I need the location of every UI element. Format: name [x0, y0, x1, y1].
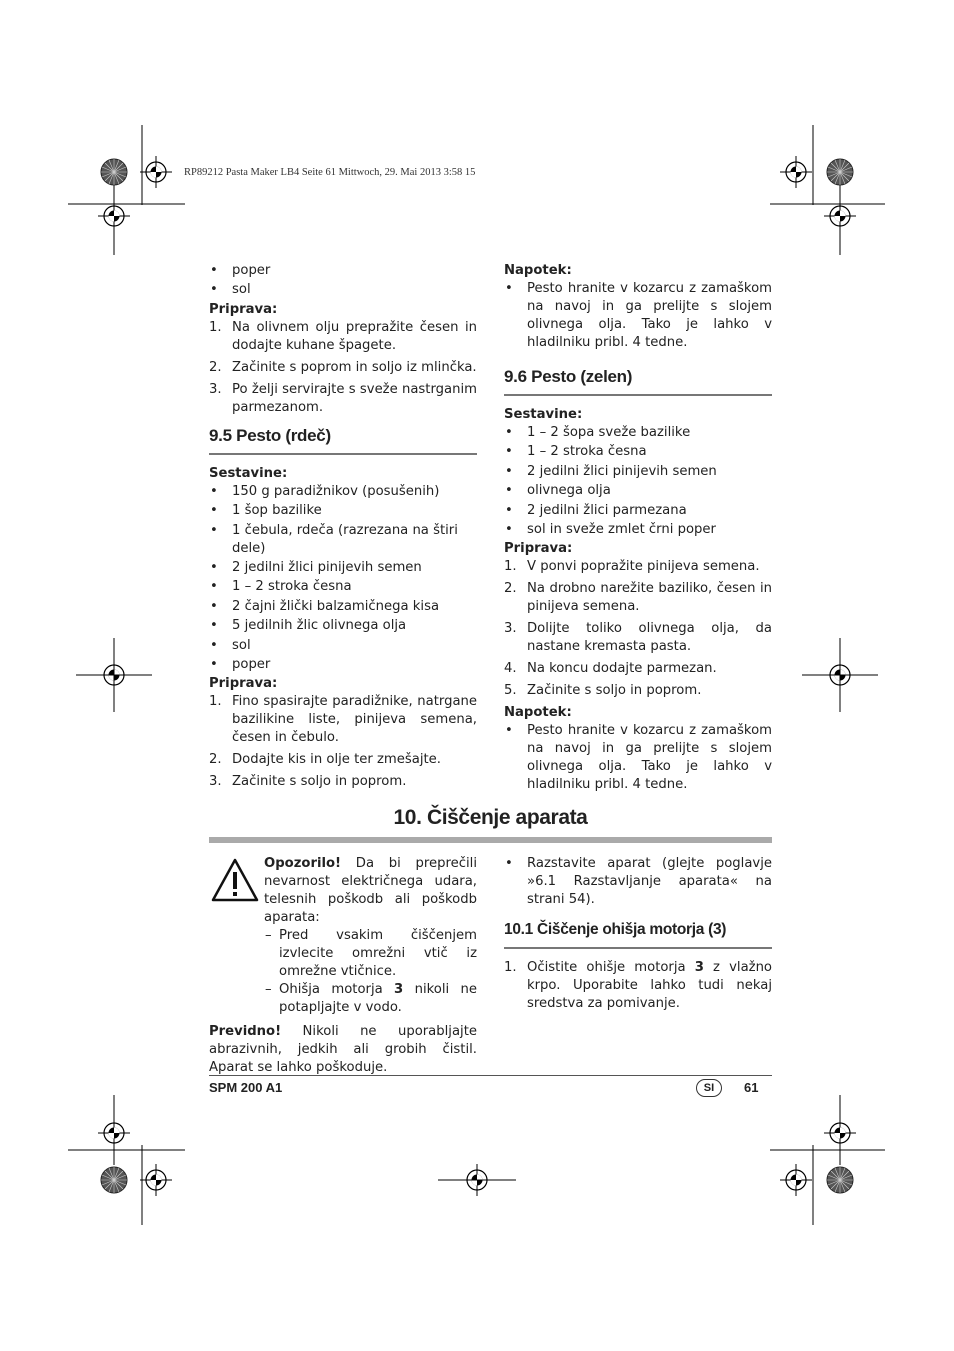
section-title: 10. Čiščenje aparata [393, 806, 588, 829]
list-item: 2. Začinite s poprom in soljo iz mlinčka. [209, 359, 477, 375]
list-item: 3. Začinite s soljo in poprom. [209, 774, 407, 790]
list-item: • 5 jedilnih žlic olivnega olja [209, 617, 477, 635]
language-badge: SI [696, 1079, 722, 1097]
footer-model: SPM 200 A1 [209, 1080, 283, 1095]
list-item: • Pesto hranite v kozarcu z zamaškom na navoj in ga prelijte s slojem olivnega olja. Tako je lahko v hladilniku pribl. 4 tedne. [504, 722, 772, 794]
priprava-label: Priprava: [504, 541, 573, 557]
list-item: – Pred vsakim čiščenjem izvlecite omrežni vtič iz omrežne vtičnice. [265, 927, 477, 981]
warning-list [209, 927, 477, 1017]
list-item: • sol [209, 637, 477, 655]
list-item: • 1 – 2 stroka česna [209, 578, 477, 596]
right-column [504, 262, 772, 796]
list-item: 2. Na drobno narežite baziliko, česen in pinijeva semena. [504, 581, 772, 615]
list-item: 3. Dolijte toliko olivnega olja, da nastane kremasta pasta. [504, 621, 772, 655]
priprava-label: Priprava: [209, 301, 278, 317]
list-item: • 2 jedilni žlici pinijevih semen [209, 559, 477, 577]
list-item: • poper [209, 656, 477, 674]
napotek-label: Napotek: [504, 705, 572, 721]
list-item: – Ohišja motorja 3 nikoli ne potapljajte v vodo. [265, 981, 477, 1017]
list-item: 1. Očistite ohišje motorja 3 z vlažno krpo. Uporabite lahko tudi nekaj sredstva za pomivanje. [504, 960, 772, 1011]
ciscenje-steps [504, 959, 772, 1013]
list-item: • 150 g paradižnikov (posušenih) [209, 483, 477, 501]
list-item: 1. V ponvi popražite pinijeva semena. [504, 559, 760, 575]
warning-paragraph: Opozorilo! Da bi preprečili nevarnost električnega udara, telesnih poškodb ali poškodb aparata: [264, 856, 477, 925]
priprava-steps [209, 319, 477, 417]
list-item: 1. Na olivnem olju prepražite česen in dodajte kuhane špagete. [209, 319, 477, 353]
list-item: 3. Po želji servirajte s sveže nastrganim parmezanom. [209, 381, 477, 415]
list-item: 2. Dodajte kis in olje ter zmešajte. [209, 752, 441, 768]
caution-paragraph: Previdno! Nikoli ne uporabljajte abrazivnih, jedkih ali grobih čistil. Aparat se lahko poškoduje. [209, 1024, 477, 1075]
list-item: • poper [209, 262, 477, 280]
list-item: 4. Na koncu dodajte parmezan. [504, 661, 717, 677]
heading-ciscenje-ohisja: 10.1 Čiščenje ohišja motorja (3) [504, 921, 772, 949]
list-item: • 2 jedilni žlici pinijevih semen [504, 463, 772, 481]
list-item: • 1 čebula, rdeča (razrezana na štiri dele) [209, 522, 477, 558]
print-slug: RP89212 Pasta Maker LB4 Seite 61 Mittwoch, 29. Mai 2013 3:58 15 [184, 167, 476, 178]
list-item: • 1 – 2 šopa sveže bazilike [504, 424, 772, 442]
priprava-steps [504, 558, 772, 700]
napotek-list [504, 280, 772, 352]
napotek-label: Napotek: [504, 263, 572, 278]
list-item: • sol in sveže zmlet črni poper [504, 521, 772, 539]
heading-pesto-zelen: 9.6 Pesto (zelen) [504, 368, 772, 396]
page-number: 61 [744, 1080, 759, 1095]
warning-block [209, 855, 477, 1077]
left-column [209, 262, 477, 795]
sestavine-list [504, 424, 772, 539]
sestavine-label: Sestavine: [504, 407, 583, 422]
list-item: 1. Fino spasirajte paradižnike, natrgane bazilikine liste, pinijeva semena, česen in čebulo. [209, 694, 477, 746]
section10-right [504, 855, 772, 1017]
list-item: • 1 – 2 stroka česna [504, 443, 772, 461]
disassemble-list [504, 855, 772, 909]
list-item: • 2 čajni žlički balzamičnega kisa [209, 598, 477, 616]
list-item: 5. Začinite s soljo in poprom. [504, 683, 702, 699]
sestavine-label: Sestavine: [209, 465, 288, 481]
footer-rule [209, 1075, 772, 1076]
sestavine-list [209, 483, 477, 674]
list-item: • sol [209, 281, 477, 299]
top-bullet-list [209, 262, 477, 299]
list-item: • Pesto hranite v kozarcu z zamaškom na navoj in ga prelijte s slojem olivnega olja. Tako je lahko v hladilniku pribl. 4 tedne. [504, 280, 772, 352]
priprava-steps [209, 693, 477, 791]
list-item: • 1 šop bazilike [209, 502, 477, 520]
list-item: • olivnega olja [504, 482, 772, 500]
heading-pesto-rdec: 9.5 Pesto (rdeč) [209, 427, 477, 455]
section-title-bar [209, 837, 772, 843]
napotek-list [504, 722, 772, 794]
priprava-label: Priprava: [209, 676, 278, 692]
list-item: • 2 jedilni žlici parmezana [504, 502, 772, 520]
list-item: • Razstavite aparat (glejte poglavje »6.1 Razstavljanje aparata« na strani 54). [504, 855, 772, 909]
